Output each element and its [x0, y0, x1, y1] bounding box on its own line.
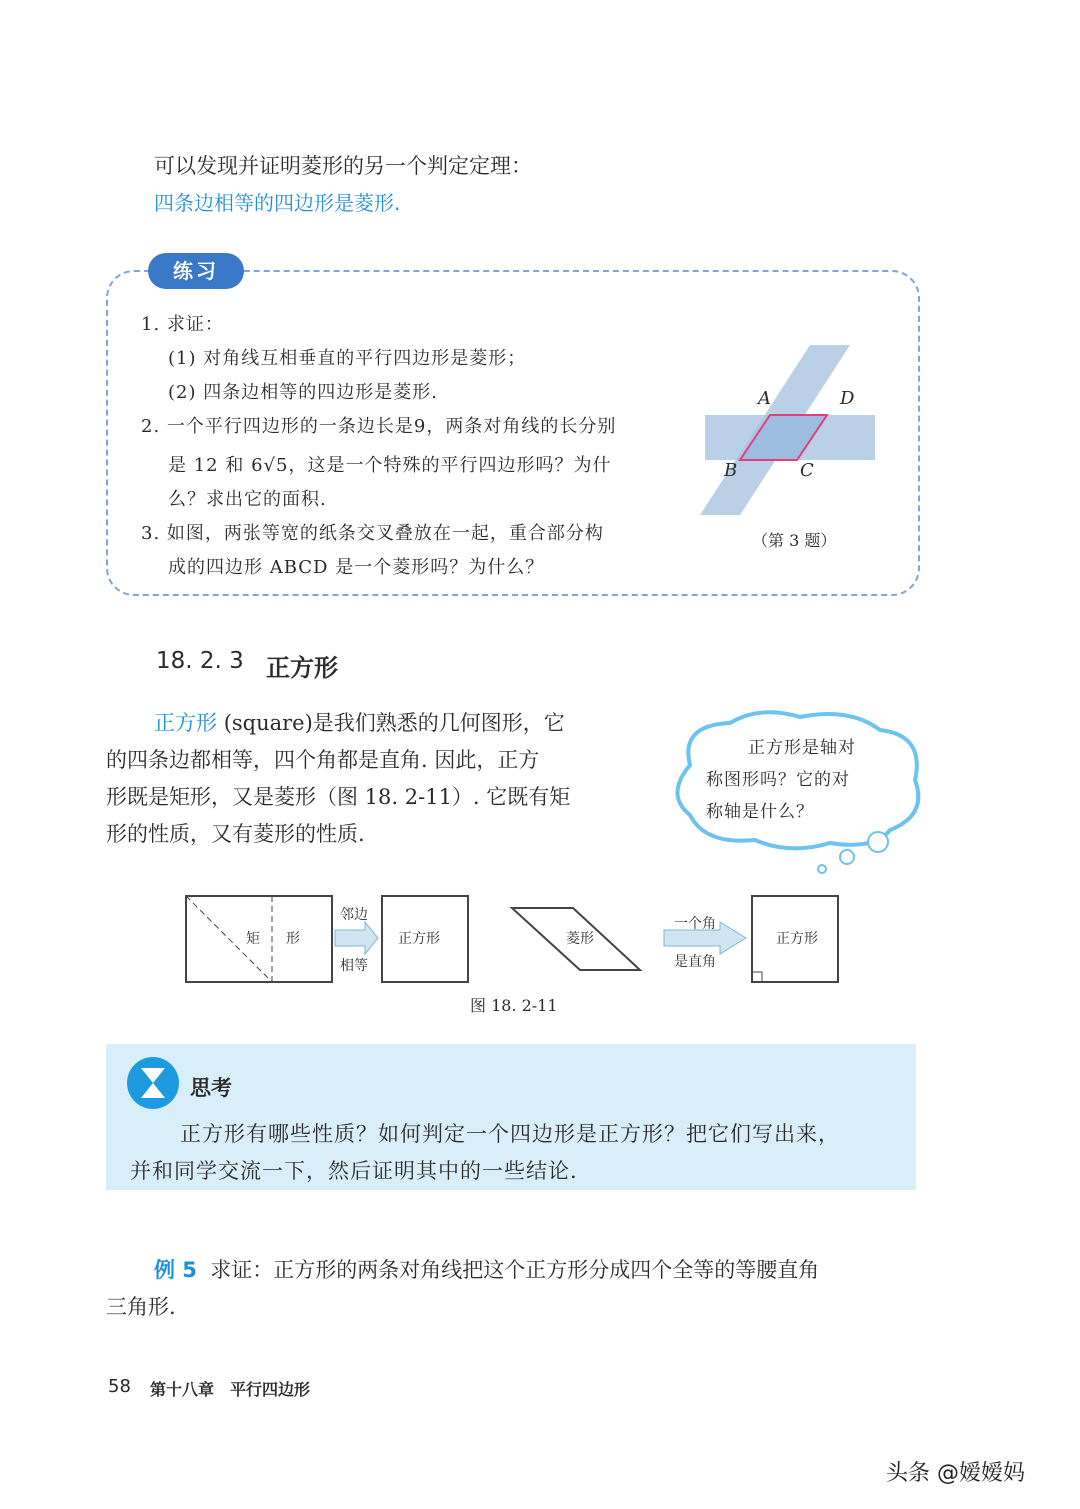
cloud-text: 正方形是轴对	[748, 738, 856, 758]
section-number: 18. 2. 3	[156, 648, 244, 674]
thought-cloud	[660, 705, 930, 880]
example-label: 例 5	[154, 1258, 197, 1282]
rect-label: 形	[286, 931, 300, 947]
arrow-label: 一个角	[674, 916, 716, 932]
figure-caption: （第 3 题）	[752, 531, 837, 550]
cloud-text: 称图形吗？它的对	[706, 770, 850, 790]
exercise-line: 么？求出它的面积.	[168, 489, 327, 510]
square-relations-figure	[180, 890, 850, 990]
term-square: 正方形	[154, 711, 217, 735]
exercise-line: 是 12 和 6√5，这是一个特殊的平行四边形吗？为什	[168, 455, 612, 476]
body-text: 形的性质，又有菱形的性质.	[106, 822, 365, 846]
arrow-label: 相等	[340, 958, 368, 974]
paper-strips-figure	[700, 340, 890, 520]
exercise-line: 3. 如图，两张等宽的纸条交叉叠放在一起，重合部分构	[141, 523, 604, 544]
think-title: 思考	[190, 1076, 232, 1100]
think-text: 正方形有哪些性质？如何判定一个四边形是正方形？把它们写出来，	[180, 1122, 840, 1146]
example-text: 三角形.	[106, 1295, 176, 1319]
rect-label: 矩	[246, 931, 260, 947]
watermark: 头条 @嫒嫒妈	[886, 1461, 1025, 1486]
chapter-title: 第十八章 平行四边形	[150, 1380, 311, 1399]
label-b: B	[724, 460, 738, 481]
label-a: A	[758, 388, 771, 409]
arrow-label: 邻边	[340, 907, 368, 923]
arrow-label: 是直角	[674, 954, 716, 970]
body-text: (square)是我们熟悉的几何图形，它	[223, 711, 565, 735]
exercise-line: (1) 对角线互相垂直的平行四边形是菱形；	[168, 348, 527, 369]
practice-badge: 练习	[148, 253, 244, 289]
square-label: 正方形	[776, 931, 818, 947]
body-text: 形既是矩形，又是菱形（图 18. 2-11）. 它既有矩	[106, 785, 571, 809]
cloud-text: 称轴是什么？	[706, 802, 814, 822]
exercise-line: 2. 一个平行四边形的一条边长是9，两条对角线的长分别	[141, 416, 617, 437]
think-text: 并和同学交流一下，然后证明其中的一些结论.	[130, 1159, 578, 1183]
exercise-line: 1. 求证：	[141, 314, 224, 335]
body-text: 的四条边都相等，四个角都是直角. 因此，正方	[106, 748, 540, 772]
exercise-line: 成的四边形 ABCD 是一个菱形吗？为什么？	[168, 557, 545, 578]
theorem-text: 四条边相等的四边形是菱形.	[154, 191, 401, 215]
figure-caption: 图 18. 2-11	[470, 996, 558, 1015]
exercise-line: (2) 四条边相等的四边形是菱形.	[168, 382, 438, 403]
example-text: 求证：正方形的两条对角线把这个正方形分成四个全等的等腰直角	[210, 1258, 820, 1282]
label-d: D	[840, 388, 855, 409]
rhombus-label: 菱形	[566, 931, 594, 947]
hourglass-icon	[126, 1056, 180, 1110]
page-number: 58	[108, 1376, 131, 1397]
label-c: C	[800, 460, 814, 481]
section-title: 正方形	[266, 654, 338, 682]
intro-text: 可以发现并证明菱形的另一个判定定理：	[154, 154, 532, 178]
square-label: 正方形	[398, 931, 440, 947]
